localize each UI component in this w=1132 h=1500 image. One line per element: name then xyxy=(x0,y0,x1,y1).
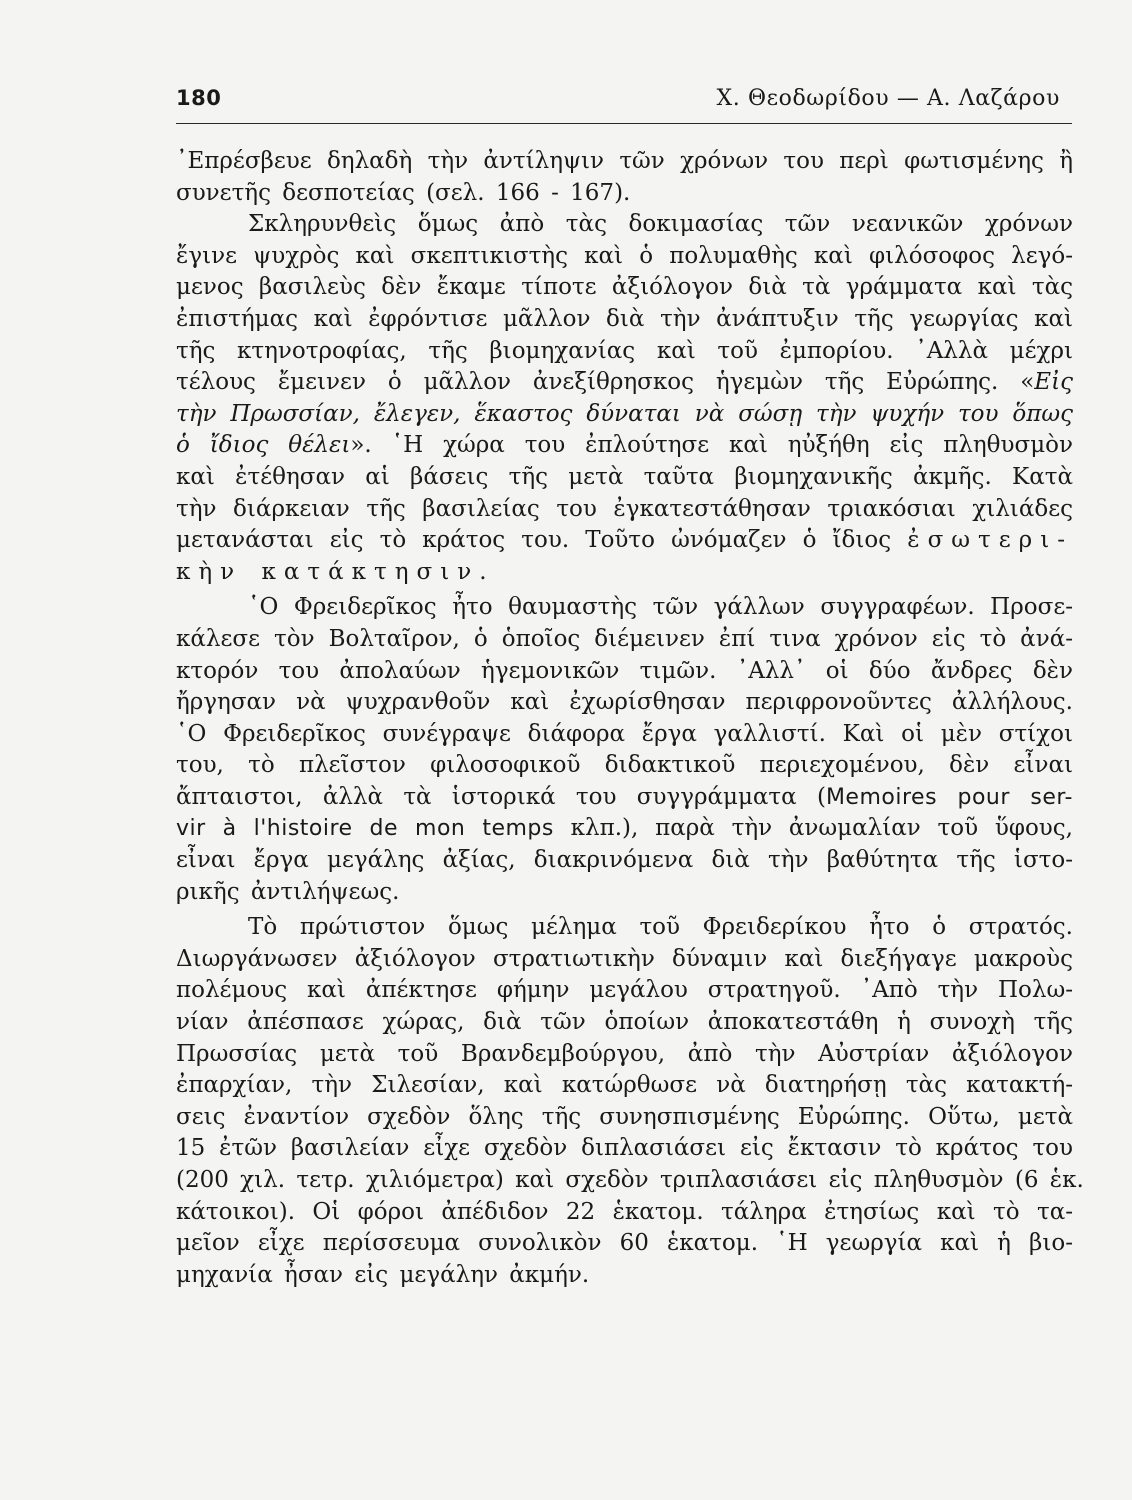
text-line xyxy=(176,399,1073,431)
text-line: κτορόν του ἀπολαύων ἡγεμονικῶν τιμῶν. ᾿Αλλ᾿ οἱ δύο ἄνδρες δὲν xyxy=(176,657,1073,684)
text-line: ἤργησαν νὰ ψυχρανθοῦν καὶ ἐχωρίσθησαν περιφρονοῦντες ἀλλήλους. xyxy=(176,689,1073,716)
text-segment: μετανάσται εἰς τὸ κράτος του. Τοῦτο ὠνόμαζεν ὁ ἴδιος xyxy=(176,527,908,554)
text-line: ἐπαρχίαν, τὴν Σιλεσίαν, καὶ κατώρθωσε νὰ διατηρήσῃ τὰς κατακτή- xyxy=(176,1072,1073,1099)
text-segment: τέλους ἔμεινεν ὁ μᾶλλον ἀνεξίθρησκος ἡγεμὼν τῆς Εὐρώπης. « xyxy=(176,369,1035,396)
text-line: ῾Ο Φρειδερῖκος ἦτο θαυμαστὴς τῶν γάλλων συγγραφέων. Προσε- xyxy=(248,594,1073,621)
text-line: κάλεσε τὸν Βολταῖρον, ὁ ὁποῖος διέμεινεν ἐπί τινα χρόνον εἰς τὸ ἀνά- xyxy=(176,625,1073,652)
text-line: τῆς κτηνοτροφίας, τῆς βιομηχανίας καὶ τοῦ ἐμπορίου. ᾿Αλλὰ μέχρι xyxy=(176,337,1073,364)
text-line xyxy=(176,557,1073,589)
text-line: καὶ ἐτέθησαν αἱ βάσεις τῆς μετὰ ταῦτα βιομηχανικῆς ἀκμῆς. Κατὰ xyxy=(176,463,1073,490)
paragraph-3 xyxy=(176,592,1073,908)
text-line xyxy=(176,813,1073,845)
text-line: ῾Ο Φρειδερῖκος συνέγραψε διάφορα ἔργα γαλλιστί. Καὶ οἱ μὲν στίχοι xyxy=(176,720,1073,747)
text-line: ἔγινε ψυχρὸς καὶ σκεπτικιστὴς καὶ ὁ πολυμαθὴς καὶ φιλόσοφος λεγό- xyxy=(176,242,1073,269)
header-rule xyxy=(176,123,1072,124)
paragraph-4 xyxy=(176,912,1084,1291)
text-line: πολέμους καὶ ἀπέκτησε φήμην μεγάλου στρατηγοῦ. ᾿Απὸ τὴν Πολω- xyxy=(176,977,1073,1004)
quote-italic: ὁ ἴδιος θέλει xyxy=(176,432,351,459)
text-line: εἶναι ἔργα μεγάλης ἀξίας, διακρινόμενα διὰ τὴν βαθύτητα τῆς ἱστο- xyxy=(176,847,1073,874)
text-line: σεις ἐναντίον σχεδὸν ὅλης τῆς συνησπισμένης Εὐρώπης. Οὕτω, μετὰ xyxy=(176,1103,1073,1130)
latin-title: vir à l'histoire de mon temps xyxy=(176,816,554,842)
text-segment: . xyxy=(479,558,487,585)
text-line: μενος βασιλεὺς δὲν ἔκαμε τίποτε ἀξιόλογον διὰ τὰ γράμματα καὶ τὰς xyxy=(176,274,1073,301)
text-line xyxy=(176,525,1073,557)
paragraph-2 xyxy=(176,209,1073,588)
page-body xyxy=(176,146,1084,1291)
text-segment: ἄπταιστοι, ἀλλὰ τὰ ἱστορικά του συγγράμματα ( xyxy=(176,783,826,810)
text-line xyxy=(176,782,1073,814)
text-line: Σκληρυνθεὶς ὅμως ἀπὸ τὰς δοκιμασίας τῶν νεανικῶν χρόνων xyxy=(248,211,1073,238)
text-line: ᾿Επρέσβευε δηλαδὴ τὴν ἀντίληψιν τῶν χρόνων του περὶ φωτισμένης ἢ xyxy=(176,148,1073,174)
text-line: του, τὸ πλεῖστον φιλοσοφικοῦ διδακτικοῦ περιεχομένου, δὲν εἶναι xyxy=(176,752,1073,779)
text-line: ρικῆς ἀντιλήψεως. xyxy=(176,878,400,905)
running-head: Χ. Θεοδωρίδου — Α. Λαζάρου xyxy=(716,86,1060,111)
text-line xyxy=(176,430,1073,462)
spaced-emphasis: κὴν κατάκτησιν xyxy=(176,558,480,585)
text-line: κάτοικοι). Οἱ φόροι ἀπέδιδον 22 ἑκατομ. τάληρα ἐτησίως καὶ τὸ τα- xyxy=(176,1198,1073,1225)
text-line: Πρωσσίας μετὰ τοῦ Βρανδεμβούργου, ἀπὸ τὴν Αὐστρίαν ἀξιόλογον xyxy=(176,1040,1073,1067)
page-header xyxy=(176,86,1070,116)
paragraph-1 xyxy=(176,146,1073,209)
text-line: νίαν ἀπέσπασε χώρας, διὰ τῶν ὁποίων ἀποκατεστάθη ἡ συνοχὴ τῆς xyxy=(176,1009,1073,1036)
text-line: ἐπιστήμας καὶ ἐφρόντισε μᾶλλον διὰ τὴν ἀνάπτυξιν τῆς γεωργίας καὶ xyxy=(176,305,1073,332)
text-line: συνετῆς δεσποτείας (σελ. 166 - 167). xyxy=(176,179,631,206)
text-line: τὴν διάρκειαν τῆς βασιλείας του ἐγκατεστάθησαν τριακόσιαι χιλιάδες xyxy=(176,495,1073,522)
text-line: Διωργάνωσεν ἀξιόλογον στρατιωτικὴν δύναμιν καὶ διεξήγαγε μακροὺς xyxy=(176,945,1073,972)
text-line xyxy=(176,367,1073,399)
quote-italic: Εἰς xyxy=(1034,369,1073,396)
page-number: 180 xyxy=(176,86,222,110)
text-segment: κλπ.), παρὰ τὴν ἀνωμαλίαν τοῦ ὕφους, xyxy=(553,815,1073,842)
text-line: Τὸ πρώτιστον ὅμως μέλημα τοῦ Φρειδερίκου ἦτο ὁ στρατός. xyxy=(248,914,1073,941)
text-line: μεῖον εἶχε περίσσευμα συνολικὸν 60 ἑκατομ. ῾Η γεωργία καὶ ἡ βιο- xyxy=(176,1230,1073,1257)
text-line: μηχανία ἦσαν εἰς μεγάλην ἀκμήν. xyxy=(176,1261,590,1288)
text-line: 15 ἐτῶν βασιλείαν εἶχε σχεδὸν διπλασιάσει εἰς ἔκτασιν τὸ κράτος του xyxy=(176,1135,1073,1162)
spaced-emphasis: ἐσωτερι- xyxy=(907,527,1073,554)
quote-italic: τὴν Πρωσσίαν, ἔλεγεν, ἕκαστος δύναται νὰ σώσῃ τὴν ψυχήν του ὅπως xyxy=(176,400,1073,427)
text-segment: ». ῾Η χώρα του ἐπλούτησε καὶ ηὐξήθη εἰς πληθυσμὸν xyxy=(350,432,1073,459)
text-line: (200 χιλ. τετρ. χιλιόμετρα) καὶ σχεδὸν τριπλασιάσει εἰς πληθυσμὸν (6 ἑκ. xyxy=(176,1167,1084,1193)
latin-title: Memoires pour ser- xyxy=(825,784,1073,810)
